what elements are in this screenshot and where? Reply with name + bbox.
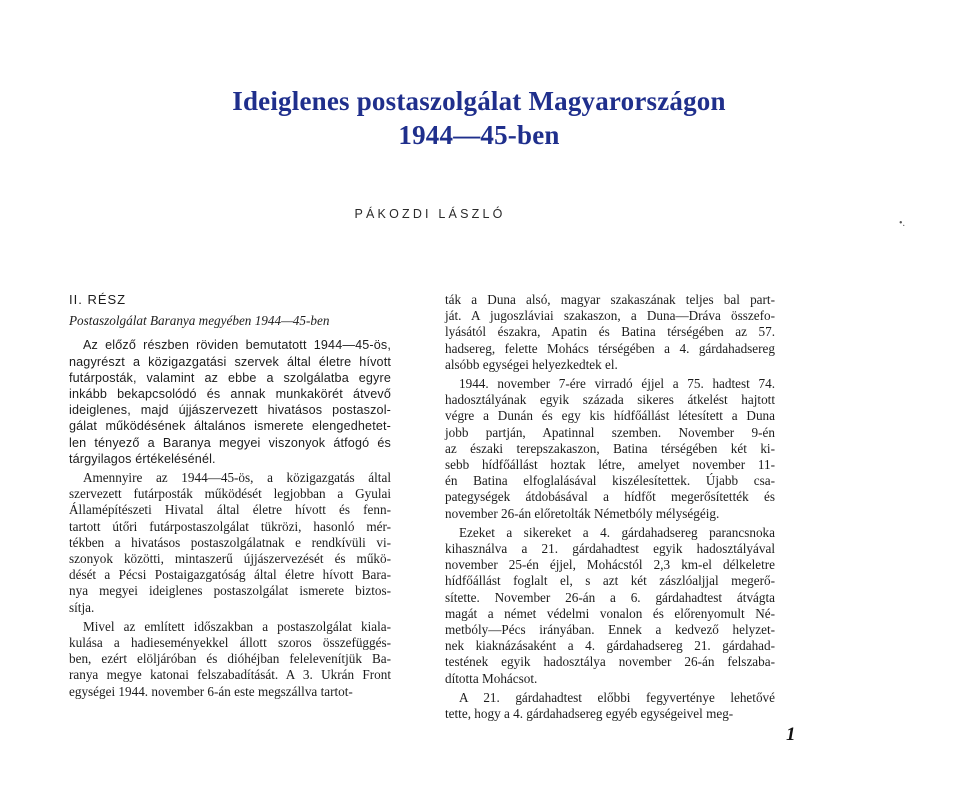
text-line: alsóbb egységei helyezkedtek el.: [445, 356, 618, 372]
paragraph-3: [69, 619, 391, 700]
text-line: ták a Duna alsó, magyar szakaszának teljes bal part-: [445, 292, 775, 307]
text-line: gálat működésének általános ismerete elengedhetet-: [69, 419, 391, 434]
paragraph-1: [69, 337, 391, 467]
text-line: inkább bekapcsolódó és annak munkakörét átvevő: [69, 387, 391, 402]
text-line: Amennyire az 1944—45-ös, a közigazgatás által: [83, 470, 391, 486]
paragraph-5: [445, 376, 775, 522]
paragraph-2: [69, 470, 391, 616]
text-line: sítette. November 26-án a 6. gárdahadtest átvágta: [445, 589, 775, 605]
text-line: Államépítészeti Hivatal által életre hívott és fenn-: [69, 502, 391, 518]
text-line: november 25-én éjjel, Mohácstól 2,3 km-el délkeletre: [445, 557, 775, 573]
text-line: végre a Dunán és egy kis hídfőállást létesített a Duna: [445, 408, 775, 424]
paragraph-4: [445, 292, 775, 373]
text-line: sebb hídfőállást hoztak létre, amelyet november 11-: [445, 457, 775, 473]
section-subheading: Postaszolgálat Baranya megyében 1944—45-ben: [69, 313, 330, 329]
text-line: én Batina elfoglalásával kiszélesítettek. Újabb csa-: [445, 473, 775, 489]
text-line: A 21. gárdahadtest előbbi fegyverténye lehetővé: [459, 689, 775, 705]
text-line: az északi terepszakaszon, Batina térségében két ki-: [445, 440, 775, 456]
text-line: kulása a hadieseményekkel állott szoros összefüggés-: [69, 635, 391, 651]
text-line: dította Mohácsot.: [445, 670, 538, 686]
text-line: tárgyilagos értékelésénél.: [69, 451, 216, 466]
document-title-line2: 1944—45-ben: [398, 120, 560, 150]
page-number: 1: [786, 724, 796, 745]
text-line: hadosztályának egyik százada sikeres átkelést hajtott: [445, 392, 775, 408]
document-title-line1: Ideiglenes postaszolgálat Magyarországon: [232, 86, 726, 116]
text-line: len tényező a Baranya megyei viszonyok átfogó és: [69, 435, 391, 450]
text-line: magát a német védelmi vonalon és előrenyomult Né-: [445, 605, 775, 621]
text-line: Az előző részben röviden bemutatott 1944—45-ös,: [83, 338, 391, 353]
text-line: Ezeket a sikereket a 4. gárdahadsereg parancsnoka: [459, 524, 775, 540]
text-line: lyásától északra, Apatin és Batina térségében az 57.: [445, 324, 775, 340]
text-line: jobb partján, Apatinnal szemben. November 9-én: [445, 424, 775, 440]
right-column: [445, 292, 775, 722]
part-heading: II. RÉSZ: [69, 292, 127, 307]
text-line: szonyok közötti, mintaszerű újjászervezését és műkö-: [69, 551, 391, 567]
text-line: ját. A jugoszláviai szakaszon, a Duna—Dráva összefo-: [445, 308, 775, 324]
text-line: kihasználva a 21. gárdahadtest egyik hadosztályával: [445, 541, 775, 557]
text-line: egységei 1944. november 6-án este megszállva tartot-: [69, 683, 353, 699]
text-line: nya megyei ideiglenes postaszolgálat ismerete biztos-: [69, 583, 391, 599]
text-line: ranya megye katonai felszabadítását. A 3. Ukrán Front: [69, 667, 391, 683]
paragraph-6: [445, 525, 775, 687]
text-line: nek kiaknázásaként a 4. gárdahadsereg 21. gárdahad-: [445, 638, 775, 654]
text-line: sítja.: [69, 599, 95, 615]
text-line: testének egyik hadosztálya november 26-án felszaba-: [445, 654, 775, 670]
text-line: dését a Pécsi Postaigazgatóság által életre hívott Bara-: [69, 567, 391, 583]
text-line: tékben a hivatásos postaszolgálatnak e rendkívüli vi-: [69, 534, 391, 550]
text-line: ben, ezért elöljáróban és dióhéjban felelevenítjük Ba-: [69, 651, 391, 667]
text-line: tartott útőri futárpostaszolgálat tükrözi, hasonló mér-: [69, 518, 391, 534]
text-line: november 26-án előretolták Németbóly mélységéig.: [445, 505, 720, 521]
text-line: Mivel az említett időszakban a postaszolgálat kiala-: [83, 618, 391, 634]
paragraph-7: [445, 690, 775, 722]
text-line: pategységek átdobásával a hídfőt megerősítették és: [445, 489, 775, 505]
text-line: futárposták, valamint az ebbe a szolgálatba egyre: [69, 370, 391, 385]
text-line: hídfőállást foglalt el, s azt két zászlóaljjal megerő-: [445, 573, 775, 589]
stray-mark: •.: [899, 218, 906, 229]
text-line: hadsereg, felette Mohács térségében a 4. gárdahadsereg: [445, 340, 775, 356]
text-line: tette, hogy a 4. gárdahadsereg egyéb egységeivel meg-: [445, 706, 734, 722]
text-line: szervezett futárposták működését legjobban a Gyulai: [69, 486, 391, 502]
text-line: 1944. november 7-ére virradó éjjel a 75. hadtest 74.: [459, 376, 775, 392]
author-name: PÁKOZDI LÁSZLÓ: [354, 207, 506, 221]
text-line: nagyrészt a közigazgatási szervek által életre hívott: [69, 354, 391, 369]
text-line: ideiglenes, majd újjászervezett hivatásos postaszol-: [69, 403, 391, 418]
text-line: metbóly—Pécs irányában. Ennek a kedvező helyzet-: [445, 622, 775, 638]
left-column: [69, 292, 391, 700]
